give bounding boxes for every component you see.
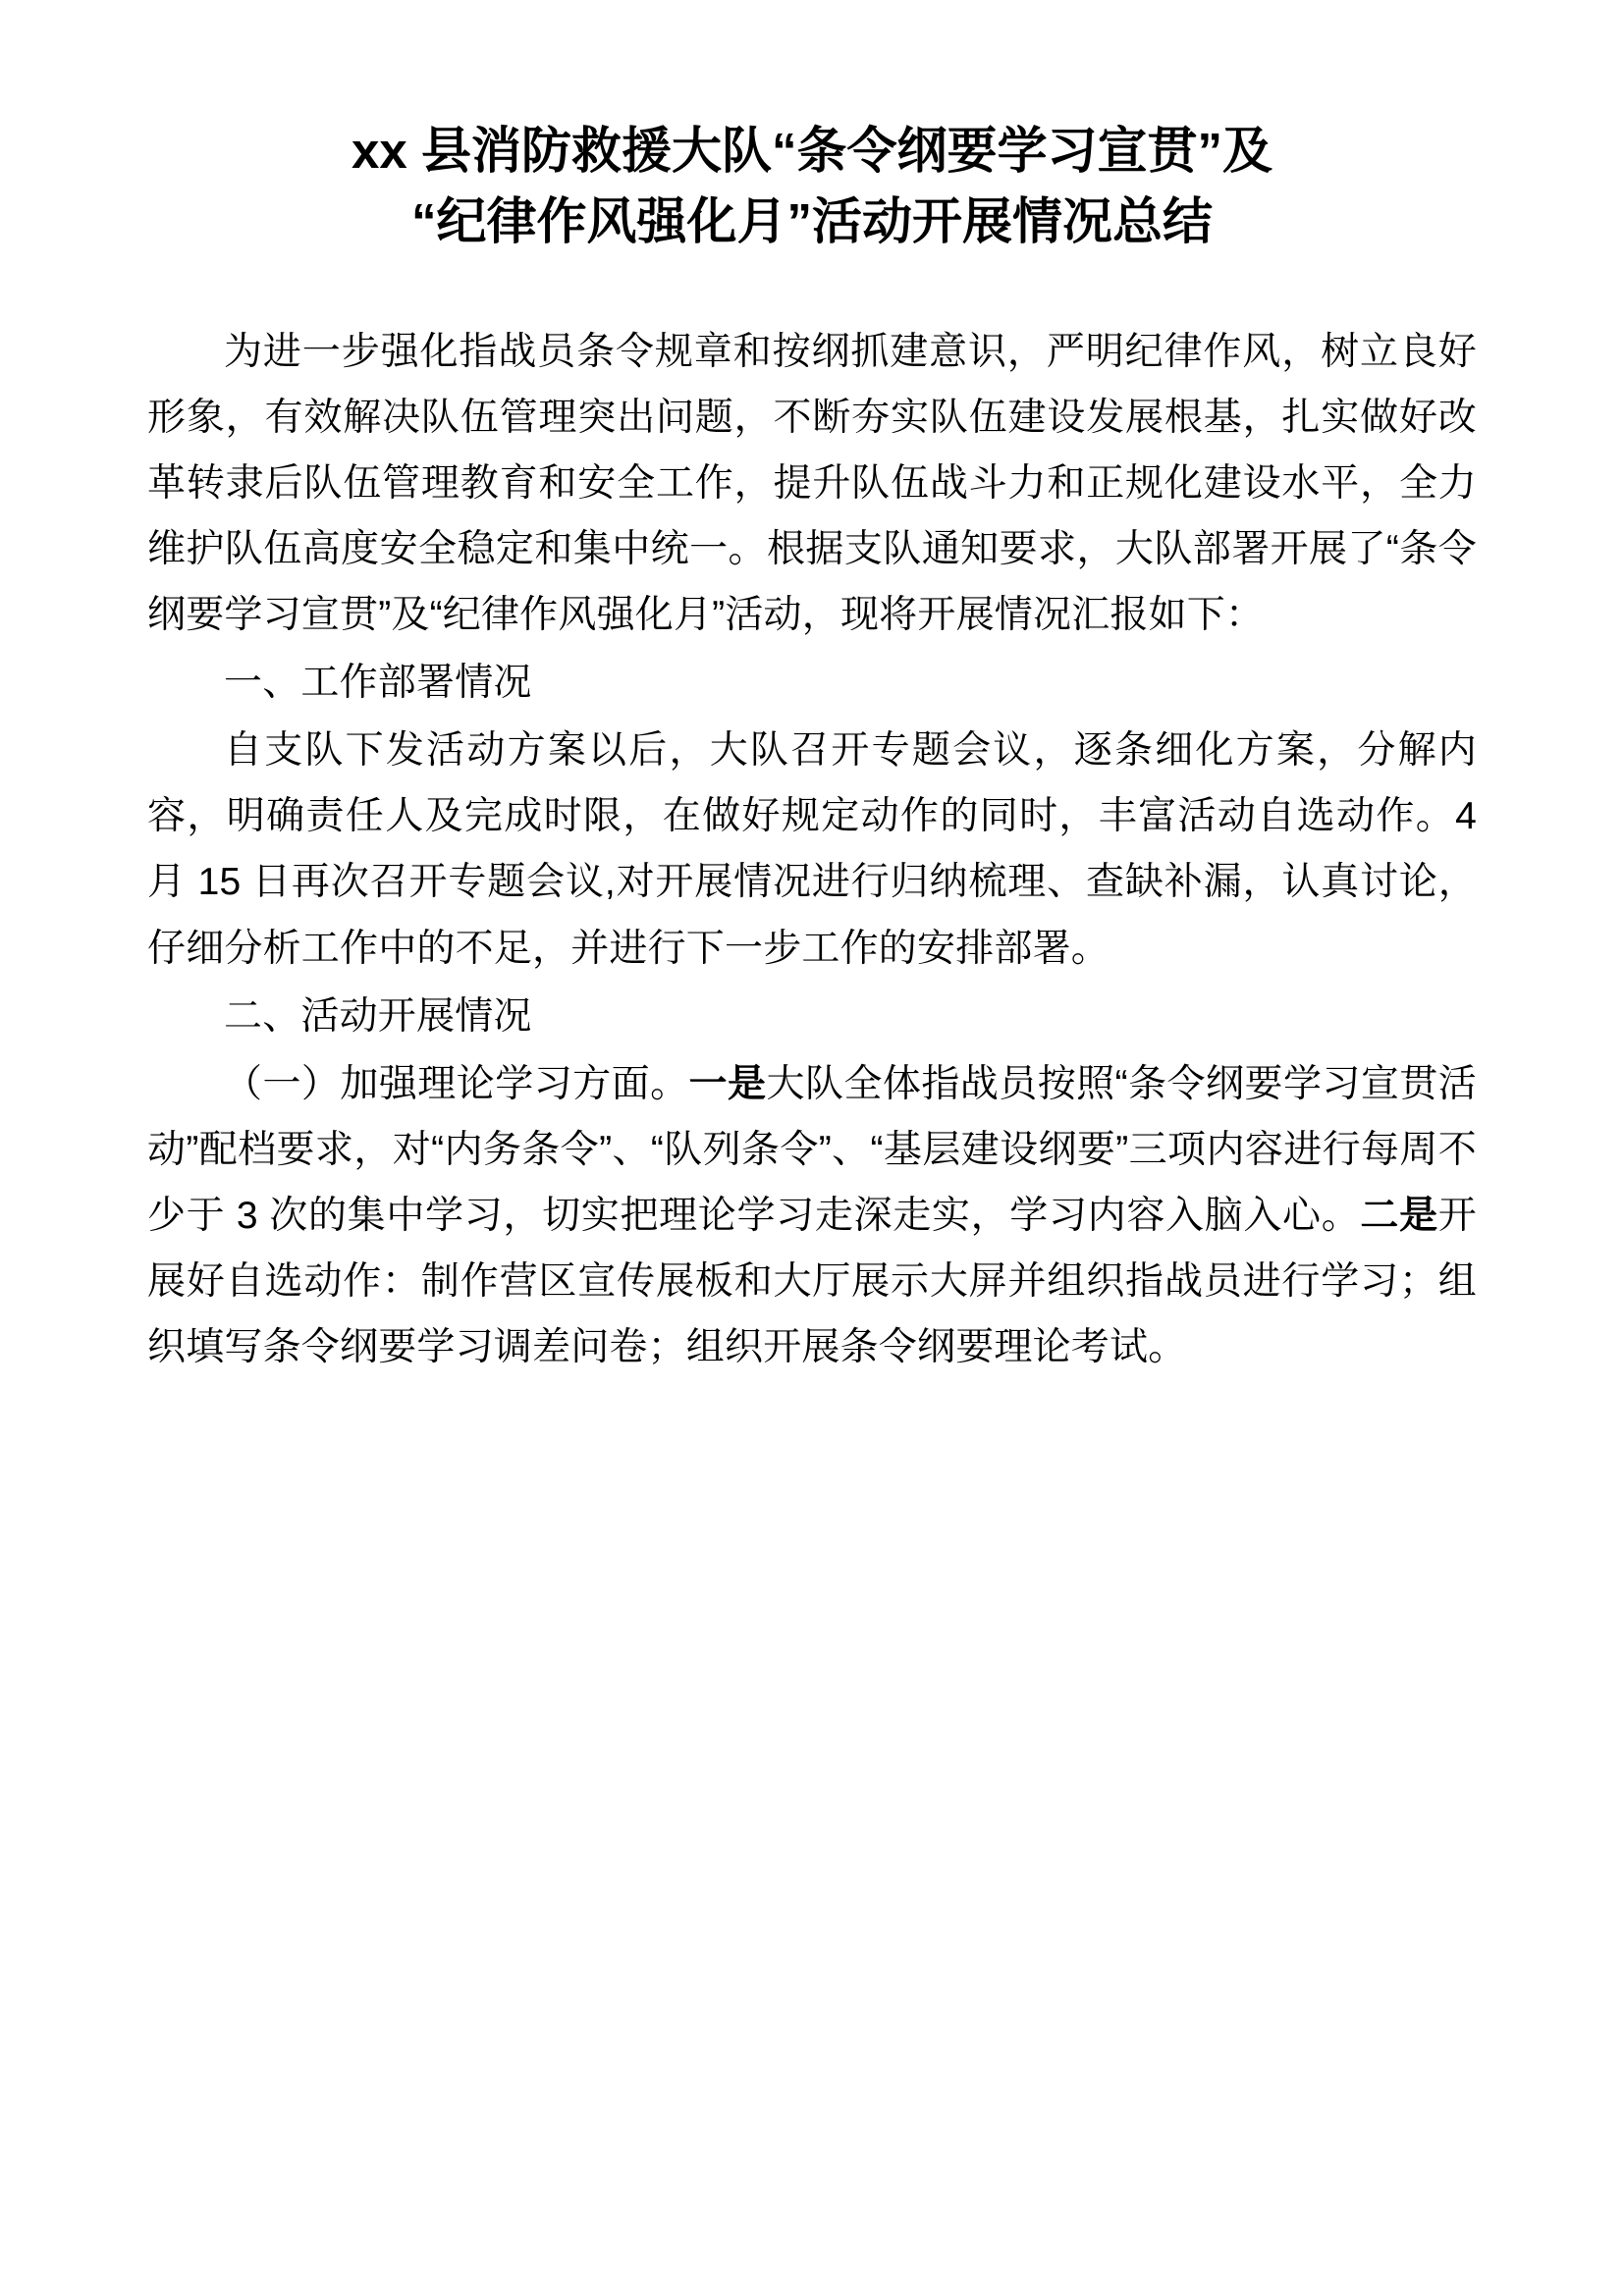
heading-section-2: 二、活动开展情况 <box>224 994 532 1038</box>
heading-section-1: 一、工作部署情况 <box>224 662 532 705</box>
paragraph-section-2-subsection-1 <box>147 1051 1477 1380</box>
paragraph-section-1-body: 自支队下发活动方案以后，大队召开专题会议，逐条细化方案，分解内容，明确责任人及完成时限，在做好规定动作的同时，丰富活动自选动作。4 月 15 日再次召开专题会议,对开展情况进行归纳梳理、查缺补漏，认真讨论，仔细分析工作中的不足，并进行下一步工作的安排部署。 <box>147 729 1477 970</box>
title-line-1: xx 县消防救援大队“条令纲要学习宣贯”及 <box>352 123 1272 179</box>
title-line-2: “纪律作风强化月”活动开展情况总结 <box>410 193 1213 250</box>
subsection-text-2: 开展好自选动作：制作营区宣传展板和大厅展示大屏并组织指战员进行学习；组织填写条令纲要学习调差问卷；组织开展条令纲要理论考试。 <box>147 1194 1477 1368</box>
subsection-prefix: （一）加强理论学习方面。 <box>224 1062 689 1105</box>
subsection-bold-1: 一是 <box>688 1062 767 1105</box>
subsection-text-1: 大队全体指战员按照“条令纲要学习宣贯活动”配档要求，对“内务条令”、“队列条令”、“基层建设纲要”三项内容进行每周不少于 3 次的集中学习，切实把理论学习走深走实，学习内容入脑入心。 <box>147 1062 1477 1237</box>
subsection-bold-2: 二是 <box>1360 1194 1438 1237</box>
page-title <box>147 116 1477 258</box>
paragraph-intro: 为进一步强化指战员条令规章和按纲抓建意识，严明纪律作风，树立良好形象，有效解决队伍管理突出问题，不断夯实队伍建设发展根基，扎实做好改革转隶后队伍管理教育和安全工作，提升队伍战斗力和正规化建设水平，全力维护队伍高度安全稳定和集中统一。根据支队通知要求，大队部署开展了“条令纲要学习宣贯”及“纪律作风强化月”活动，现将开展情况汇报如下： <box>147 330 1477 637</box>
